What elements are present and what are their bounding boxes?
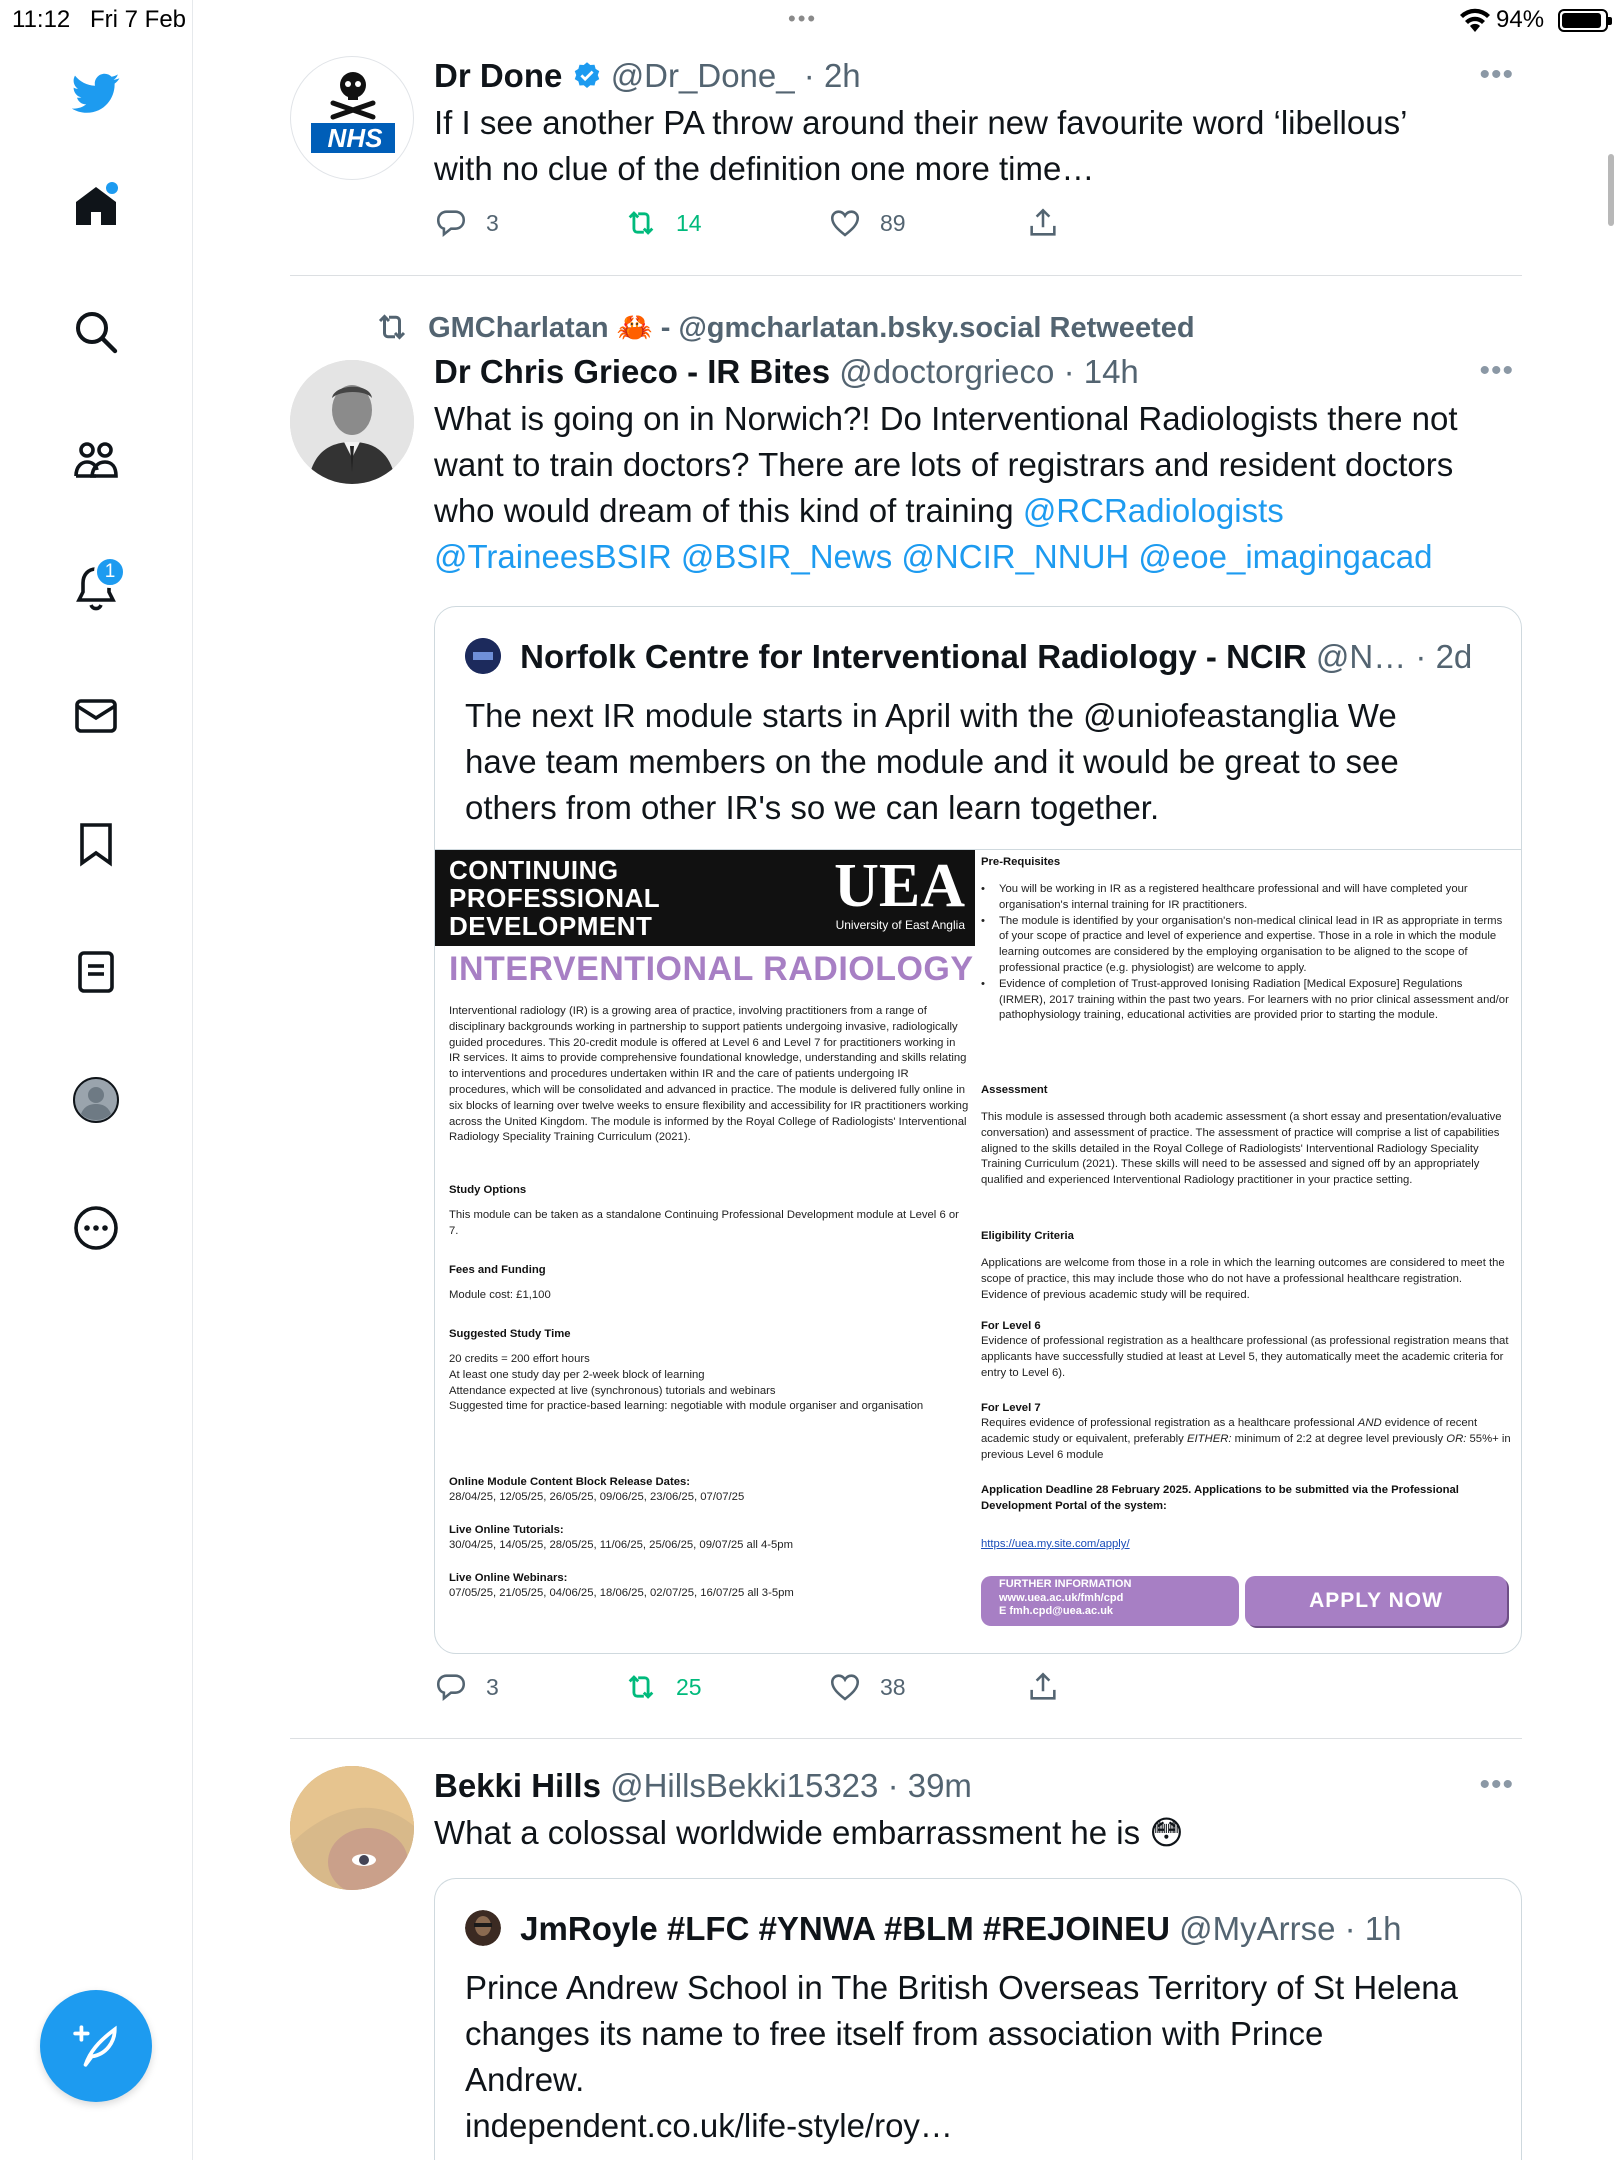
wifi-icon: [1458, 6, 1492, 34]
flyer-prerequisites: [981, 854, 1511, 1024]
tweet-text-line: with no clue of the definition one more time…: [434, 150, 1095, 187]
quoted-avatar[interactable]: [465, 1910, 501, 1946]
like-button[interactable]: [828, 1670, 906, 1704]
status-time: 11:12: [12, 6, 71, 33]
quoted-text-line: changes its name to free itself from association with Prince: [465, 2015, 1324, 2052]
tweet-time: · 39m: [887, 1767, 972, 1804]
compose-button[interactable]: [40, 1990, 152, 2102]
quoted-tweet-header: [465, 637, 1472, 677]
flyer-subheading: For Level 6: [981, 1320, 1041, 1332]
tweet-actions: [434, 206, 1334, 246]
messages-icon[interactable]: [66, 686, 126, 746]
prereq-item: • Evidence of completion of Trust-approved Ionising Radiation [Medical Exposure] Regulations (IRMER), 2017 training within the past two years. For learners with no prior clinical assessment and/or pathophysiology training, educational activities are provided prior to starting the module.: [999, 977, 1511, 1024]
reply-icon: [434, 1670, 468, 1704]
communities-icon[interactable]: [66, 430, 126, 490]
like-button[interactable]: [828, 206, 906, 240]
tweet-actions: [434, 1670, 1334, 1710]
flyer-apply-url-wrap: [981, 1534, 1511, 1552]
author-name[interactable]: Dr Chris Grieco - IR Bites: [434, 353, 831, 390]
quoted-tweet[interactable]: [434, 606, 1522, 1654]
flyer-text-span: AND: [1357, 1417, 1382, 1429]
home-new-dot: [106, 182, 118, 194]
flyer-heading: INTERVENTIONAL RADIOLOGY: [449, 950, 974, 988]
tweet-text-line: What is going on in Norwich?! Do Interventional Radiologists there not: [434, 400, 1458, 437]
tweet-text: What a colossal worldwide embarrassment he is 😳: [434, 1814, 1184, 1851]
retweeted-by-text[interactable]: GMCharlatan 🦀 - @gmcharlatan.bsky.social Retweeted: [428, 312, 1195, 344]
apply-now-button[interactable]: APPLY NOW: [1245, 1576, 1507, 1626]
tweet-header: [434, 56, 1520, 96]
flyer-fees: [449, 1262, 969, 1304]
flyer-assessment: [981, 1082, 1511, 1189]
tweet-text-line: If I see another PA throw around their new favourite word ‘libellous’: [434, 104, 1408, 141]
flyer-text: 30/04/25, 14/05/25, 28/05/25, 11/06/25, 25/06/25, 09/07/25 all 4-5pm: [449, 1539, 793, 1551]
prereq-list: [981, 882, 1511, 1024]
flyer-text: [981, 1416, 1511, 1463]
retweet-icon: [374, 309, 410, 345]
flyer-release-dates: [449, 1474, 969, 1506]
tweet-text-span: who would dream of this kind of training: [434, 492, 1023, 529]
notifications-icon[interactable]: [66, 558, 126, 618]
quoted-author-handle[interactable]: @N…: [1315, 638, 1407, 675]
flyer-level7: [981, 1400, 1511, 1463]
tweet-divider: [290, 1738, 1522, 1739]
tweet-text: [434, 396, 1520, 580]
retweet-button[interactable]: [624, 206, 702, 240]
status-bar: [0, 0, 1620, 40]
prereq-item: • The module is identified by your organisation's non-medical clinical lead in IR as appropriate in terms of your scope of practice and level of experience and expertise. Those in a role in which the module learning outcomes are considered by the employing organisation to be aligned to the scope of professional practice (e.g. physiologist) are welcome to apply.: [999, 914, 1511, 977]
tweet-more-icon[interactable]: •••: [1479, 1768, 1514, 1801]
heart-icon: [828, 1670, 862, 1704]
tweet-text-line: want to train doctors? There are lots of registrars and resident doctors: [434, 446, 1454, 483]
retweet-button[interactable]: [624, 1670, 702, 1704]
tweet-more-icon[interactable]: •••: [1479, 354, 1514, 387]
flyer-text: Evidence of professional registration as a healthcare professional (as professional registration means that applicants have successfully studied at least at Level 5, they automatically meet the academic criteria for entry to Level 6).: [981, 1335, 1509, 1379]
nhs-logo-text: NHS: [327, 123, 383, 153]
retweet-count: 25: [676, 1673, 702, 1700]
cpd-line: PROFESSIONAL: [449, 883, 661, 913]
flyer-subheading: For Level 7: [981, 1402, 1041, 1414]
further-info-line: E fmh.cpd@uea.ac.uk: [999, 1605, 1114, 1617]
flyer-banner: [435, 850, 975, 946]
flyer-text-line: At least one study day per 2-week block of learning: [449, 1368, 705, 1381]
avatar[interactable]: [290, 360, 414, 484]
flyer-study-time: [449, 1326, 969, 1415]
avatar[interactable]: [290, 56, 414, 180]
share-button[interactable]: [1026, 206, 1078, 240]
flyer-subheading: Live Online Webinars:: [449, 1572, 568, 1584]
cpd-title: [449, 856, 660, 940]
uea-logo: [834, 854, 965, 932]
author-name[interactable]: Bekki Hills: [434, 1767, 601, 1804]
flyer-text: [449, 1352, 969, 1415]
quoted-author-name[interactable]: Norfolk Centre for Interventional Radiology - NCIR: [520, 638, 1307, 675]
flyer-text-line: 20 credits = 200 effort hours: [449, 1353, 590, 1365]
tweet-image[interactable]: [435, 849, 1522, 1625]
flyer-tutorials: [449, 1522, 969, 1554]
quoted-text-line: Prince Andrew School in The British Overseas Territory of St Helena: [465, 1969, 1458, 2006]
reply-icon: [434, 206, 468, 240]
reply-button[interactable]: [434, 1670, 499, 1704]
tweet-text: [434, 100, 1520, 192]
mention-links[interactable]: @TraineesBSIR @BSIR_News @NCIR_NNUH @eoe_imagingacad: [434, 538, 1433, 575]
flyer-text-line: Attendance expected at live (synchronous) tutorials and webinars: [449, 1384, 776, 1397]
flyer-subheading: Online Module Content Block Release Dates:: [449, 1476, 691, 1488]
sidebar-nav: [0, 0, 193, 2160]
multitasking-dots[interactable]: •••: [788, 6, 818, 31]
flyer-intro: Interventional radiology (IR) is a growing area of practice, involving practitioners from a range of disciplinary backgrounds working in partnership to support patients undergoing invasive, radiologically guided procedures. This 20-credit module is offered at Level 6 and Level 7 for practitioners working in IR services. It aims to provide comprehensive foundational knowledge, understanding and skills relating to interventions and procedures undertaken within IR and the care of patients undergoing IR procedures, which will be consolidated and advanced in practice. The module is delivered fully online in six blocks of learning over twelve weeks to ensure flexibility and accessibility for IR practitioners working across the United Kingdom. The module is informed by the Royal College of Radiologists' Interventional Radiology Speciality Training Curriculum (2021).: [449, 1005, 969, 1144]
quoted-text-line: others from other IR's so we can learn together.: [465, 789, 1160, 826]
quoted-tweet-time: · 2d: [1415, 638, 1473, 675]
quoted-tweet-time: · 1h: [1344, 1910, 1402, 1947]
bookmarks-icon[interactable]: [66, 814, 126, 874]
further-info-line: FURTHER INFORMATION: [999, 1578, 1132, 1590]
flyer-subheading: Live Online Tutorials:: [449, 1524, 564, 1536]
like-count: 38: [880, 1673, 906, 1700]
flyer-text: 28/04/25, 12/05/25, 26/05/25, 09/06/25, 23/06/25, 07/07/25: [449, 1491, 745, 1503]
status-date: Fri 7 Feb: [90, 6, 187, 33]
quoted-avatar[interactable]: [465, 638, 501, 674]
tweet-header: [434, 352, 1520, 392]
like-count: 89: [880, 209, 906, 236]
avatar[interactable]: [290, 1766, 414, 1890]
tweet-more-icon[interactable]: •••: [1479, 58, 1514, 91]
reply-button[interactable]: [434, 206, 499, 240]
quoted-tweet-header: [465, 1909, 1402, 1949]
tweet-divider: [290, 275, 1522, 276]
notifications-badge: 1: [94, 556, 126, 588]
tweet-time: · 14h: [1063, 353, 1139, 390]
lists-icon[interactable]: [66, 942, 126, 1002]
quoted-tweet-text: [465, 693, 1495, 831]
search-icon[interactable]: [66, 302, 126, 362]
flyer-text: Applications are welcome from those in a role in which the learning outcomes are considered to meet the scope of practice, this may include those who do not have a professional healthcare registration. Evidence of previous academic study will be required.: [981, 1257, 1505, 1301]
scrollbar[interactable]: [1608, 154, 1614, 226]
flyer-subheading: Pre-Requisites: [981, 856, 1061, 868]
profile-icon[interactable]: [66, 1070, 126, 1130]
flyer-level6: [981, 1318, 1511, 1381]
share-icon: [1026, 206, 1060, 240]
quoted-tweet[interactable]: [434, 1878, 1522, 2160]
quoted-text-line: Andrew.: [465, 2061, 585, 2098]
quoted-author-name[interactable]: JmRoyle #LFC #YNWA #BLM #REJOINEU: [520, 1910, 1170, 1947]
flyer-eligibility: [981, 1228, 1511, 1303]
author-handle[interactable]: @doctorgrieco: [839, 353, 1055, 390]
flyer-text-span: EITHER:: [1186, 1432, 1232, 1445]
flyer-study-options: [449, 1182, 969, 1240]
flyer-text: Module cost: £1,100: [449, 1289, 551, 1301]
cpd-line: DEVELOPMENT: [449, 911, 653, 941]
heart-icon: [828, 206, 862, 240]
mention-link[interactable]: @RCRadiologists: [1022, 492, 1284, 529]
tweet-body: [434, 352, 1520, 580]
flyer-subheading: Suggested Study Time: [449, 1328, 571, 1340]
twitter-logo-icon[interactable]: [66, 62, 126, 122]
share-icon: [1026, 1670, 1060, 1704]
flyer-text: 07/05/25, 21/05/25, 04/06/25, 18/06/25, 02/07/25, 16/07/25 all 3-5pm: [449, 1587, 794, 1599]
uea-name: University of East Anglia: [835, 918, 965, 932]
uea-logo-mark: UEA: [834, 852, 965, 920]
retweet-count: 14: [676, 209, 702, 236]
tweet-body: [434, 1766, 1520, 1856]
flyer-text-span: Requires evidence of professional registration as a healthcare professional: [981, 1417, 1358, 1429]
quoted-text-line: The next IR module starts in April with the @uniofeastanglia We: [465, 697, 1397, 734]
cpd-line: CONTINUING: [449, 855, 619, 885]
quoted-tweet-text: [465, 1965, 1495, 2149]
author-handle[interactable]: @Dr_Done_: [610, 57, 795, 94]
home-icon[interactable]: [66, 176, 126, 236]
flyer-subheading: Study Options: [449, 1184, 527, 1196]
tweet-body: [434, 56, 1520, 192]
verified-badge-icon: [572, 61, 602, 91]
flyer-text-line: Suggested time for practice-based learning: negotiable with module organiser and organisation: [449, 1400, 924, 1413]
flyer-text-span: minimum of 2:2 at degree level previously: [1231, 1432, 1447, 1445]
tweet-header: [434, 1766, 1520, 1806]
flyer-left-column: [435, 850, 975, 1626]
flyer-text-span: evidence of recent academic study or equivalent, preferably: [981, 1417, 1478, 1445]
battery-icon: [1558, 9, 1608, 32]
battery-percentage: 94%: [1496, 6, 1545, 33]
retweeted-by: [374, 308, 1195, 348]
battery-level: [1562, 13, 1601, 28]
flyer-text: This module is assessed through both academic assessment (a short essay and presentation/evaluative conversation) and assessment of practice. The assessment of practice will comprise a list of capabilities aligned to the skills detailed in the Royal College of Radiologists' Interventional Radiology Speciality Training Curriculum (2021). These skills will need to be assessed and signed off by an appropriately qualified and experienced Interventional Radiology practitioner in your practice setting.: [981, 1111, 1502, 1187]
apply-url-link[interactable]: https://uea.my.site.com/apply/: [981, 1538, 1130, 1550]
compose-tweet-icon: [71, 2021, 121, 2071]
flyer-text: This module can be taken as a standalone Continuing Professional Development module at Level 6 or 7.: [449, 1209, 959, 1237]
quoted-link-text[interactable]: independent.co.uk/life-style/roy…: [465, 2107, 953, 2144]
reply-count: 3: [486, 1673, 499, 1700]
retweet-icon: [624, 206, 658, 240]
flyer-webinars: [449, 1570, 969, 1602]
flyer-subheading: Fees and Funding: [449, 1264, 546, 1276]
tweet-time: · 2h: [803, 57, 861, 94]
further-info-line: www.uea.ac.uk/fmh/cpd: [999, 1591, 1124, 1604]
prereq-item: • You will be working in IR as a registered healthcare professional and will have completed your organisation's internal training for IR practitioners.: [999, 882, 1511, 914]
author-handle[interactable]: @HillsBekki15323: [610, 1767, 879, 1804]
more-icon[interactable]: [66, 1198, 126, 1258]
flyer-subheading: Eligibility Criteria: [981, 1230, 1074, 1242]
tweet-text-line: [434, 488, 1520, 534]
flyer-right-column: [981, 850, 1522, 1626]
quoted-author-handle[interactable]: @MyArrse: [1179, 1910, 1336, 1947]
flyer-deadline: Application Deadline 28 February 2025. Applications to be submitted via the Professional Development Portal of the system:: [981, 1484, 1459, 1512]
further-info-box: [981, 1576, 1239, 1626]
flyer-subheading: Assessment: [981, 1084, 1048, 1096]
retweet-icon: [624, 1670, 658, 1704]
share-button[interactable]: [1026, 1670, 1078, 1704]
reply-count: 3: [486, 209, 499, 236]
author-name[interactable]: Dr Done: [434, 57, 563, 94]
quoted-text-line: have team members on the module and it would be great to see: [465, 743, 1399, 780]
flyer-text-span: OR:: [1446, 1432, 1467, 1445]
flyer-text-span: 55%+ in previous Level 6 module: [981, 1432, 1511, 1461]
